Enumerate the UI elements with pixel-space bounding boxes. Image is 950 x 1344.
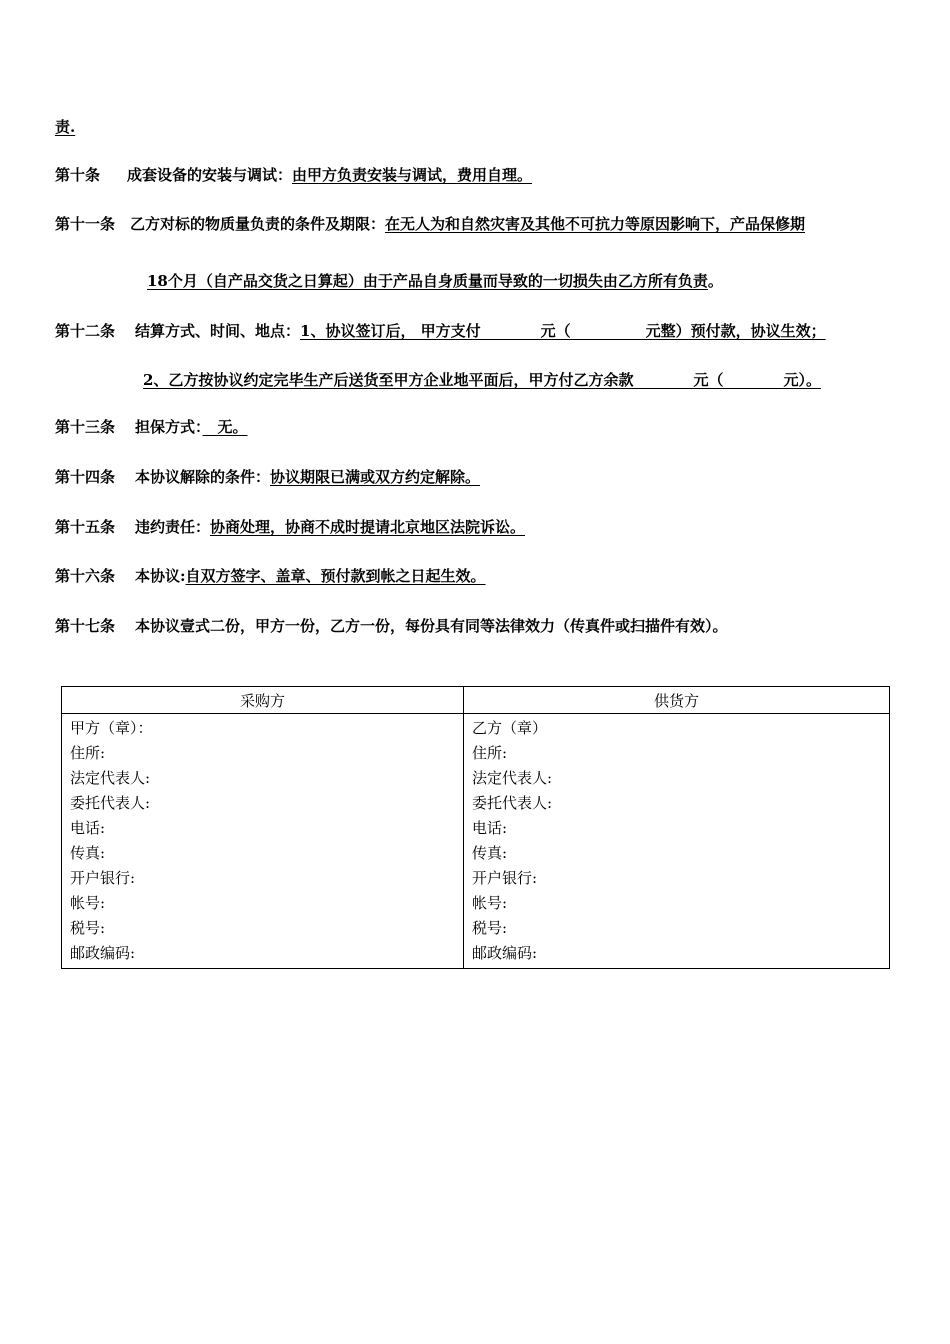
signature-table — [61, 686, 890, 969]
buyer-address-field: 住所: — [70, 744, 106, 762]
clause-15-content: 协商处理，协商不成时提请北京地区法院诉讼。 — [210, 518, 526, 536]
supplier-phone-field: 电话: — [472, 819, 508, 837]
clause-11-label: 乙方对标的物质量负责的条件及期限： — [130, 215, 386, 233]
clause-11-cont — [147, 271, 723, 291]
clause-11-period: 。 — [707, 272, 723, 290]
supplier-cell — [464, 714, 890, 969]
clause-10-content: 由甲方负责安装与调试，费用自理。 — [292, 166, 533, 184]
clause-9-tail — [55, 117, 75, 137]
supplier-seal-field: 乙方（章） — [472, 719, 548, 737]
clause-15 — [55, 517, 525, 537]
clause-12-content-line1: 1、协议签订后， 甲方支付 元（ 元整）预付款，协议生效； — [300, 322, 826, 340]
clause-16-content: 自双方签字、盖章、预付款到帐之日起生效。 — [185, 567, 486, 585]
supplier-account-field: 帐号: — [472, 894, 508, 912]
supplier-legal-rep-field: 法定代表人: — [472, 769, 553, 787]
supplier-postcode-field: 邮政编码: — [472, 944, 538, 962]
buyer-postcode-field: 邮政编码: — [70, 944, 136, 962]
buyer-header: 采购方 — [62, 687, 464, 714]
clause-11-number: 第十一条 — [55, 215, 116, 233]
clause-12-label: 结算方式、时间、地点： — [135, 322, 301, 340]
clause-12-number: 第十二条 — [55, 322, 116, 340]
clause-10 — [55, 165, 532, 185]
clause-12 — [55, 321, 826, 341]
supplier-bank-field: 开户银行: — [472, 869, 538, 887]
clause-17-number: 第十七条 — [55, 617, 116, 635]
clause-10-number: 第十条 — [55, 166, 101, 184]
buyer-tax-id-field: 税号: — [70, 919, 106, 937]
clause-12-content-line2: 2、乙方按协议约定完毕生产后送货至甲方企业地平面后，甲方付乙方余款 元（ 元）。 — [143, 371, 821, 389]
signature-table-body — [62, 714, 890, 969]
clause-15-label: 违约责任： — [135, 518, 211, 536]
clause-13 — [55, 417, 248, 437]
buyer-agent-field: 委托代表人: — [70, 794, 151, 812]
buyer-legal-rep-field: 法定代表人: — [70, 769, 151, 787]
buyer-bank-field: 开户银行: — [70, 869, 136, 887]
clause-14 — [55, 467, 480, 487]
clause-11-content-line1: 在无人为和自然灾害及其他不可抗力等原因影响下，产品保修期 — [385, 215, 806, 233]
clause-16 — [55, 566, 486, 586]
clause-14-content: 协议期限已满或双方约定解除。 — [270, 468, 481, 486]
clause-13-content: 无。 — [202, 418, 248, 436]
buyer-seal-field: 甲方（章）： — [70, 719, 153, 737]
buyer-phone-field: 电话: — [70, 819, 106, 837]
buyer-fax-field: 传真: — [70, 844, 106, 862]
supplier-header: 供货方 — [464, 687, 890, 714]
clause-17-content: 本协议壹式二份，甲方一份，乙方一份，每份具有同等法律效力（传真件或扫描件有效）。 — [135, 617, 728, 635]
clause-13-label: 担保方式： — [135, 418, 203, 436]
supplier-tax-id-field: 税号: — [472, 919, 508, 937]
signature-table-header — [62, 687, 890, 714]
supplier-fax-field: 传真: — [472, 844, 508, 862]
clause-16-number: 第十六条 — [55, 567, 116, 585]
buyer-account-field: 帐号: — [70, 894, 106, 912]
clause-12-cont — [143, 370, 821, 390]
clause-11-content-line2: 18个月（自产品交货之日算起）由于产品自身质量而导致的一切损失由乙方所有负责 — [147, 272, 708, 290]
clause-11 — [55, 214, 805, 234]
clause-15-number: 第十五条 — [55, 518, 116, 536]
supplier-agent-field: 委托代表人: — [472, 794, 553, 812]
buyer-cell — [62, 714, 464, 969]
supplier-address-field: 住所: — [472, 744, 508, 762]
clause-10-label: 成套设备的安装与调试： — [127, 166, 293, 184]
clause-14-label: 本协议解除的条件： — [135, 468, 271, 486]
clause-9-tail-text: 责. — [55, 118, 76, 136]
clause-14-number: 第十四条 — [55, 468, 116, 486]
clause-17 — [55, 616, 728, 636]
clause-13-number: 第十三条 — [55, 418, 116, 436]
clause-16-label: 本协议: — [135, 567, 186, 585]
